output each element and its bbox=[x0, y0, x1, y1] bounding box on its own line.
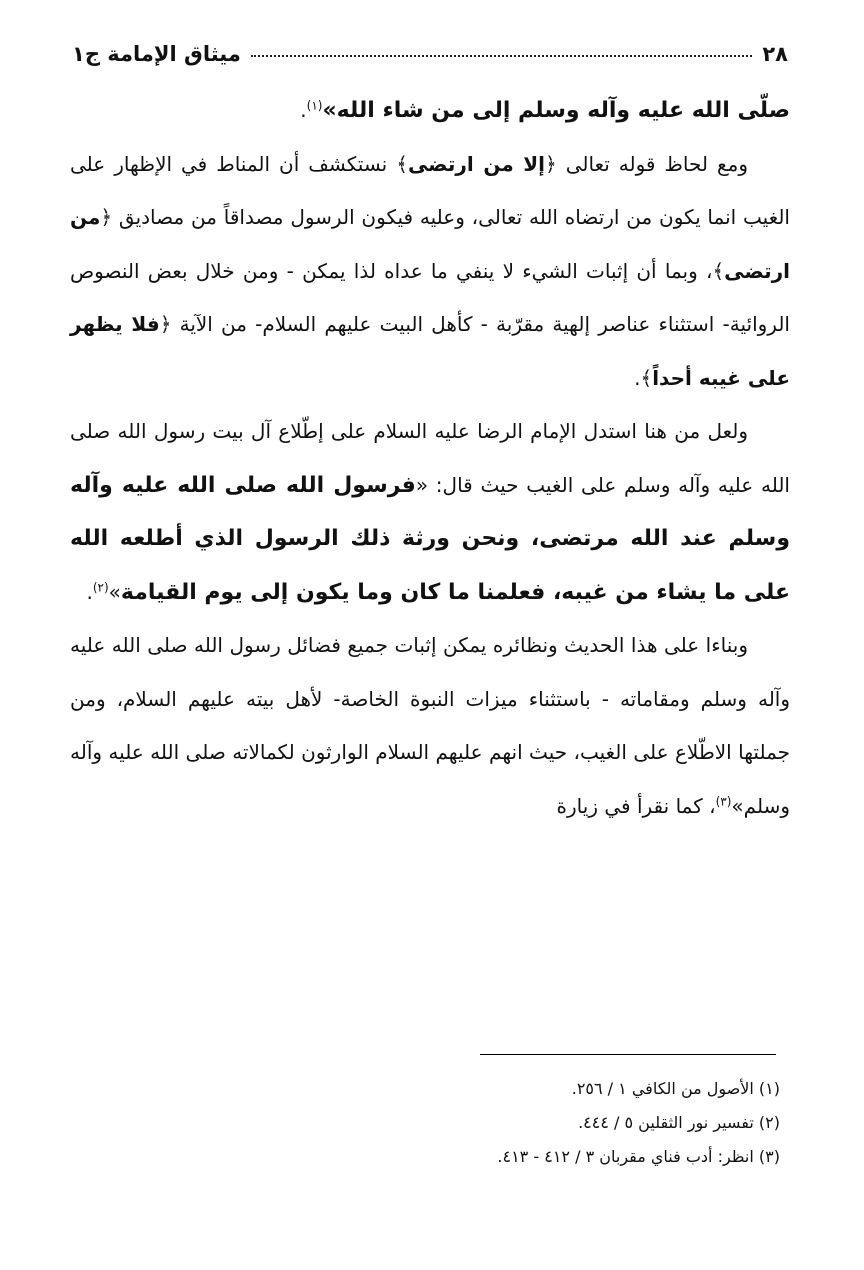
footnote-ref-2: (٢) bbox=[92, 579, 109, 594]
text-run: ، كما نقرأ في زيارة bbox=[556, 793, 716, 818]
text-run: وبناءا على هذا الحديث ونظائره يمكن إثبات جميع فضائل رسول الله صلى الله عليه وآله وسلم ومقاماته - باستثناء ميزات النبوة الخاصة- لأهل بيته عليهم السلام، ومن جملتها الاطّلاع على الغيب، حيث انهم عليهم السلام الوارثون لكمالاته صلى الله عليه وآله وسلم» bbox=[70, 633, 790, 818]
hadith-quote: فرسول الله صلى الله عليه وآله وسلم عند الله مرتضى، ونحن ورثة ذلك الرسول الذي أطلعه الله على ما يشاء من غيبه، فعلمنا ما كان وما يكون إلى يوم القيامة bbox=[70, 472, 790, 605]
footnote-3: (٣) انظر: أدب فناي مقربان ٣ / ٤١٢ - ٤١٣. bbox=[497, 1147, 780, 1166]
footnotes bbox=[320, 1072, 780, 1174]
text-run: » bbox=[108, 579, 121, 604]
running-header bbox=[72, 30, 788, 66]
quran-quote: فلا يظهر على غيبه أحداً bbox=[70, 312, 790, 390]
book-title: ميثاق الإمامة ج١ bbox=[72, 42, 241, 66]
footnote-ref-1: (١) bbox=[306, 98, 323, 113]
quran-quote: من ارتضى bbox=[70, 205, 790, 283]
paragraph-3 bbox=[70, 405, 790, 619]
paragraph-4 bbox=[70, 619, 790, 833]
footnote-1: (١) الأصول من الكافي ١ / ٢٥٦. bbox=[571, 1079, 780, 1098]
text-run: ﴾. bbox=[634, 365, 653, 390]
quran-quote: إلا من ارتضى bbox=[407, 151, 546, 176]
main-text bbox=[70, 84, 790, 833]
paragraph-2 bbox=[70, 138, 790, 406]
quote-end-text: صلّى الله عليه وآله وسلم إلى من شاء الله» bbox=[322, 98, 790, 123]
text-run: ومع لحاظ قوله تعالى ﴿ bbox=[545, 151, 748, 176]
header-dotted-leader bbox=[251, 54, 753, 57]
text-run: ﴾ نستكشف أن المناط في الإظهار على الغيب انما يكون من ارتضاه الله تعالى، وعليه فيكون الرسول مصداقاً من مصاديق ﴿ bbox=[70, 151, 790, 229]
text-run: ولعل من هنا استدل الإمام الرضا عليه السلام على إطّلاع آل بيت رسول الله صلى الله عليه وآله وسلم على الغيب حيث قال: « bbox=[70, 419, 790, 497]
period: . bbox=[300, 98, 307, 122]
footnote-separator bbox=[480, 1054, 776, 1055]
period: . bbox=[86, 579, 93, 604]
page-number: ٢٨ bbox=[762, 42, 788, 66]
footnote-ref-3: (٣) bbox=[715, 793, 732, 808]
footnote-2: (٢) تفسير نور الثقلين ٥ / ٤٤٤. bbox=[578, 1113, 780, 1132]
text-run: ﴾، وبما أن إثبات الشيء لا ينفي ما عداه لذا يمكن - ومن خلال بعض النصوص الروائية- استثناء عناصر إلهية مقرّبة - كأهل البيت عليهم السلام- من الآية ﴿ bbox=[70, 258, 790, 336]
paragraph-1 bbox=[70, 84, 790, 138]
